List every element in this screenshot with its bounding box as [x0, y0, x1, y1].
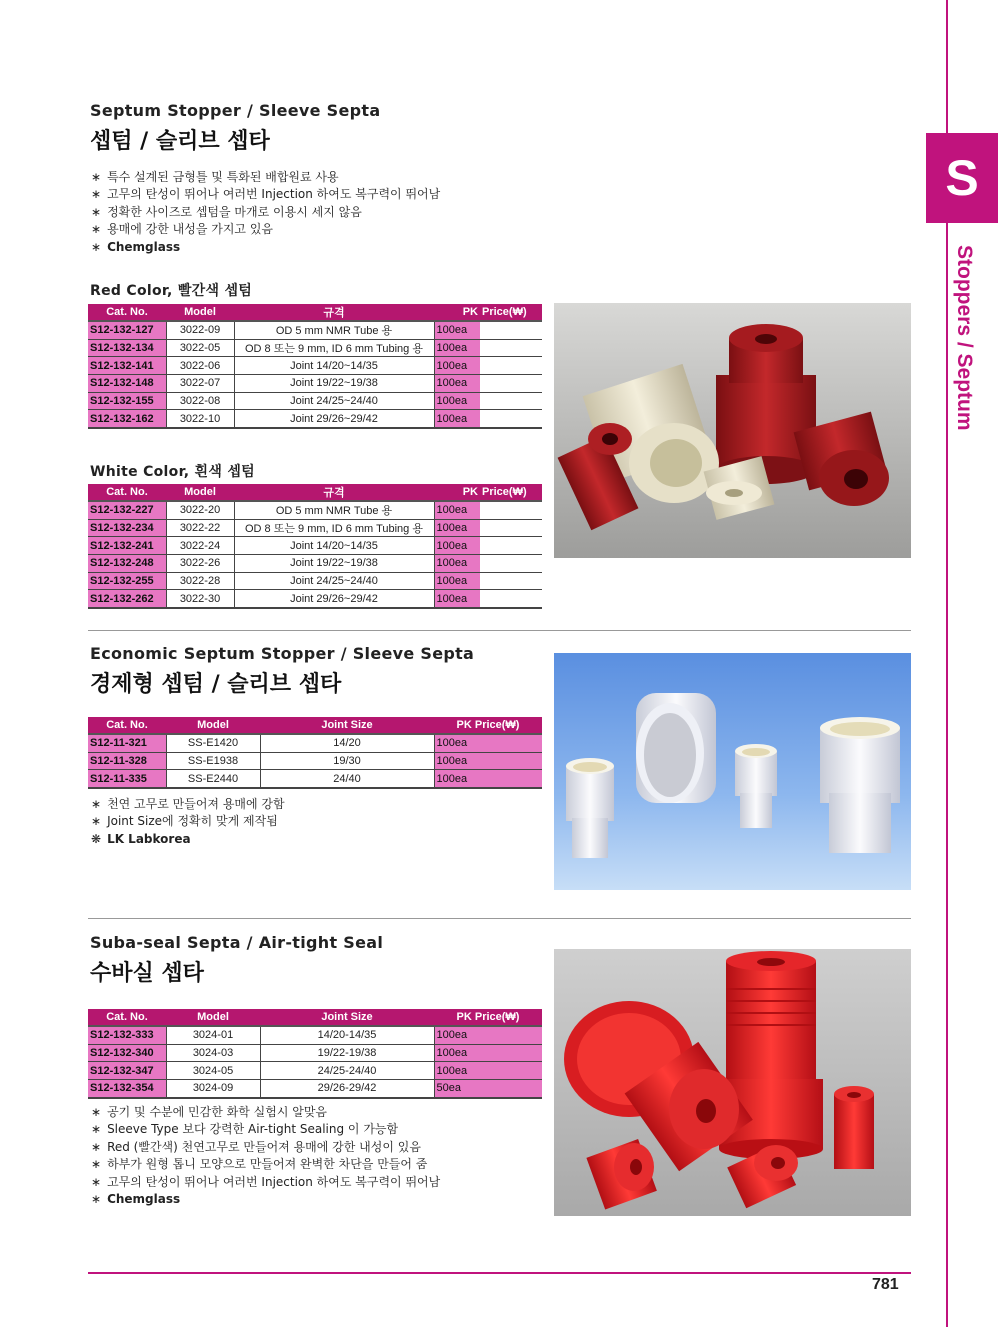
pk-cell: 100ea: [434, 572, 480, 590]
economic-septum-table: [88, 717, 542, 789]
cat-no-cell: S12-132-234: [88, 519, 166, 537]
note-item: ∗ 특수 설계된 금형틀 및 특화된 배합원료 사용: [91, 170, 339, 184]
table-cell: 3022-28: [166, 572, 234, 590]
table-cell: 3022-20: [166, 501, 234, 519]
col-header: PK Price(₩): [434, 717, 542, 734]
col-header: Model: [166, 717, 260, 734]
table-cell: SS-E1420: [166, 734, 260, 752]
cat-no-cell: S12-132-127: [88, 321, 166, 339]
cat-no-cell: S12-132-347: [88, 1062, 166, 1080]
pk-cell: 100ea: [434, 501, 480, 519]
table-cell: OD 8 또는 9 mm, ID 6 mm Tubing 용: [234, 519, 434, 537]
pk-cell: 100ea: [434, 321, 480, 339]
note-item: ∗ Sleeve Type 보다 강력한 Air-tight Sealing 이 가능함: [91, 1122, 399, 1137]
pk-cell: 100ea: [434, 1026, 542, 1044]
side-category-label: [944, 245, 984, 445]
section-divider: [88, 918, 911, 919]
price-cell: [480, 555, 542, 573]
table-row: [88, 519, 542, 537]
table-header-row: [88, 1009, 542, 1026]
table-header-row: [88, 717, 542, 734]
pk-cell: 100ea: [434, 770, 542, 788]
section3-title-en: Suba-seal Septa / Air-tight Seal: [90, 933, 384, 952]
pk-cell: 100ea: [434, 392, 480, 410]
table-cell: 24/25-24/40: [260, 1062, 434, 1080]
table-cell: OD 5 mm NMR Tube 용: [234, 321, 434, 339]
col-header: Model: [166, 1009, 260, 1026]
table-cell: 19/30: [260, 752, 434, 770]
price-cell: [480, 501, 542, 519]
col-header: Price(₩): [480, 484, 542, 501]
pk-cell: 100ea: [434, 375, 480, 393]
table-row: [88, 555, 542, 573]
table-cell: Joint 14/20~14/35: [234, 537, 434, 555]
table-cell: 3022-07: [166, 375, 234, 393]
side-category-text: Stoppers / Septum: [953, 245, 976, 431]
table-cell: 3022-22: [166, 519, 234, 537]
col-header: Joint Size: [260, 717, 434, 734]
section-tab-letter: S: [926, 133, 998, 223]
cat-no-cell: S12-11-328: [88, 752, 166, 770]
table-row: [88, 590, 542, 608]
cat-no-cell: S12-11-335: [88, 770, 166, 788]
red-septum-table: [88, 304, 542, 429]
table-cell: Joint 19/22~19/38: [234, 375, 434, 393]
cat-no-cell: S12-132-262: [88, 590, 166, 608]
pk-cell: 100ea: [434, 410, 480, 428]
note-item: ∗ Joint Size에 정확히 맞게 제작됨: [91, 814, 278, 829]
price-cell: [480, 375, 542, 393]
pk-cell: 100ea: [434, 519, 480, 537]
price-cell: [480, 357, 542, 375]
table-cell: 3022-10: [166, 410, 234, 428]
price-cell: [480, 410, 542, 428]
price-cell: [480, 339, 542, 357]
table-cell: SS-E1938: [166, 752, 260, 770]
white-septum-table: [88, 484, 542, 609]
cat-no-cell: S12-132-333: [88, 1026, 166, 1044]
col-header: 규격: [234, 304, 434, 321]
col-header: Model: [166, 484, 234, 501]
table-row: [88, 1080, 542, 1098]
col-header: Cat. No.: [88, 1009, 166, 1026]
table-row: [88, 1044, 542, 1062]
section2-notes: [91, 796, 285, 848]
table-cell: 24/40: [260, 770, 434, 788]
price-cell: [480, 590, 542, 608]
table-row: [88, 410, 542, 428]
cat-no-cell: S12-132-248: [88, 555, 166, 573]
pk-cell: 100ea: [434, 537, 480, 555]
pk-cell: 100ea: [434, 590, 480, 608]
cat-no-cell: S12-11-321: [88, 734, 166, 752]
table-row: [88, 501, 542, 519]
table-cell: 3024-05: [166, 1062, 260, 1080]
table-row: [88, 375, 542, 393]
cat-no-cell: S12-132-155: [88, 392, 166, 410]
price-cell: [480, 572, 542, 590]
table-cell: OD 8 또는 9 mm, ID 6 mm Tubing 용: [234, 339, 434, 357]
suba-seal-photo: [554, 949, 911, 1216]
section3-notes: [91, 1104, 440, 1208]
table-cell: 29/26-29/42: [260, 1080, 434, 1098]
table-row: [88, 339, 542, 357]
cat-no-cell: S12-132-148: [88, 375, 166, 393]
cat-no-cell: S12-132-354: [88, 1080, 166, 1098]
table-row: [88, 537, 542, 555]
table-cell: 3024-09: [166, 1080, 260, 1098]
cat-no-cell: S12-132-241: [88, 537, 166, 555]
table-cell: Joint 14/20~14/35: [234, 357, 434, 375]
col-header: PK: [434, 304, 480, 321]
table-cell: 19/22-19/38: [260, 1044, 434, 1062]
brand-note: ∗ Chemglass: [91, 1192, 181, 1207]
table-cell: OD 5 mm NMR Tube 용: [234, 501, 434, 519]
note-item: ∗ 하부가 원형 톱니 모양으로 만들어져 완벽한 차단을 만들어 줌: [91, 1157, 428, 1172]
table-header-row: [88, 484, 542, 501]
economic-septum-photo: [554, 653, 911, 890]
note-item: ∗ 공기 및 수분에 민감한 화학 실험시 알맞음: [91, 1105, 328, 1119]
pk-cell: 50ea: [434, 1080, 542, 1098]
note-item: ∗ 천연 고무로 만들어져 용매에 강함: [91, 797, 285, 811]
table-cell: 3022-24: [166, 537, 234, 555]
table-cell: Joint 24/25~24/40: [234, 392, 434, 410]
table-row: [88, 572, 542, 590]
table-row: [88, 1026, 542, 1044]
cat-no-cell: S12-132-255: [88, 572, 166, 590]
cat-no-cell: S12-132-227: [88, 501, 166, 519]
table-cell: 3022-30: [166, 590, 234, 608]
note-item: ∗ 용매에 강한 내성을 가지고 있음: [91, 222, 274, 237]
table-row: [88, 357, 542, 375]
table-cell: Joint 29/26~29/42: [234, 590, 434, 608]
section3-title-ko: 수바실 셉타: [90, 961, 204, 986]
table-cell: Joint 24/25~24/40: [234, 572, 434, 590]
table-row: [88, 321, 542, 339]
col-header: Model: [166, 304, 234, 321]
table-cell: 3022-08: [166, 392, 234, 410]
cat-no-cell: S12-132-134: [88, 339, 166, 357]
section2-title-ko: 경제형 셉텀 / 슬리브 셉타: [90, 672, 342, 697]
col-header: 규격: [234, 484, 434, 501]
note-item: ∗ 고무의 탄성이 뛰어나 여러번 Injection 하여도 복구력이 뛰어남: [91, 1174, 441, 1189]
pk-cell: 100ea: [434, 357, 480, 375]
table-cell: 3022-06: [166, 357, 234, 375]
cat-no-cell: S12-132-141: [88, 357, 166, 375]
col-header: Cat. No.: [88, 717, 166, 734]
pk-cell: 100ea: [434, 1062, 542, 1080]
price-cell: [480, 392, 542, 410]
table-cell: 14/20-14/35: [260, 1026, 434, 1044]
col-header: PK: [434, 484, 480, 501]
section2-title-en: Economic Septum Stopper / Sleeve Septa: [90, 644, 475, 663]
table-cell: 3022-26: [166, 555, 234, 573]
septum-stopper-photo: [554, 303, 911, 558]
suba-seal-table: [88, 1009, 542, 1099]
table-cell: SS-E2440: [166, 770, 260, 788]
red-subtitle: Red Color, 빨간색 셉텀: [90, 283, 253, 299]
section1-notes: [91, 169, 440, 256]
white-subtitle: White Color, 흰색 셉텀: [90, 464, 256, 480]
table-row: [88, 1062, 542, 1080]
price-cell: [480, 321, 542, 339]
table-row: [88, 752, 542, 770]
table-row: [88, 392, 542, 410]
page-number: 781: [872, 1276, 899, 1293]
table-cell: Joint 19/22~19/38: [234, 555, 434, 573]
note-item: ∗ 고무의 탄성이 뛰어나 여러번 Injection 하여도 복구력이 뛰어남: [91, 187, 441, 202]
col-header: Cat. No.: [88, 304, 166, 321]
cat-no-cell: S12-132-162: [88, 410, 166, 428]
note-item: ∗ Red (빨간색) 천연고무로 만들어져 용매에 강한 내성이 있음: [91, 1139, 421, 1154]
col-header: PK Price(₩): [434, 1009, 542, 1026]
pk-cell: 100ea: [434, 339, 480, 357]
pk-cell: 100ea: [434, 555, 480, 573]
pk-cell: 100ea: [434, 734, 542, 752]
price-cell: [480, 519, 542, 537]
table-cell: 14/20: [260, 734, 434, 752]
table-cell: 3022-09: [166, 321, 234, 339]
note-item: ∗ 정확한 사이즈로 셉텀을 마개로 이용시 세지 않음: [91, 204, 362, 219]
col-header: Price(₩): [480, 304, 542, 321]
section1-title-en: Septum Stopper / Sleeve Septa: [90, 101, 381, 120]
section-divider: [88, 630, 911, 631]
brand-note: ❋ LK Labkorea: [91, 831, 191, 846]
table-row: [88, 770, 542, 788]
cat-no-cell: S12-132-340: [88, 1044, 166, 1062]
table-cell: 3022-05: [166, 339, 234, 357]
pk-cell: 100ea: [434, 752, 542, 770]
table-header-row: [88, 304, 542, 321]
brand-note: ∗ Chemglass: [91, 239, 181, 254]
table-cell: 3024-03: [166, 1044, 260, 1062]
table-cell: 3024-01: [166, 1026, 260, 1044]
price-cell: [480, 537, 542, 555]
col-header: Cat. No.: [88, 484, 166, 501]
section1-title-ko: 셉텀 / 슬리브 셉타: [90, 129, 270, 154]
table-row: [88, 734, 542, 752]
col-header: Joint Size: [260, 1009, 434, 1026]
pk-cell: 100ea: [434, 1044, 542, 1062]
table-cell: Joint 29/26~29/42: [234, 410, 434, 428]
footer-rule: [88, 1272, 911, 1274]
